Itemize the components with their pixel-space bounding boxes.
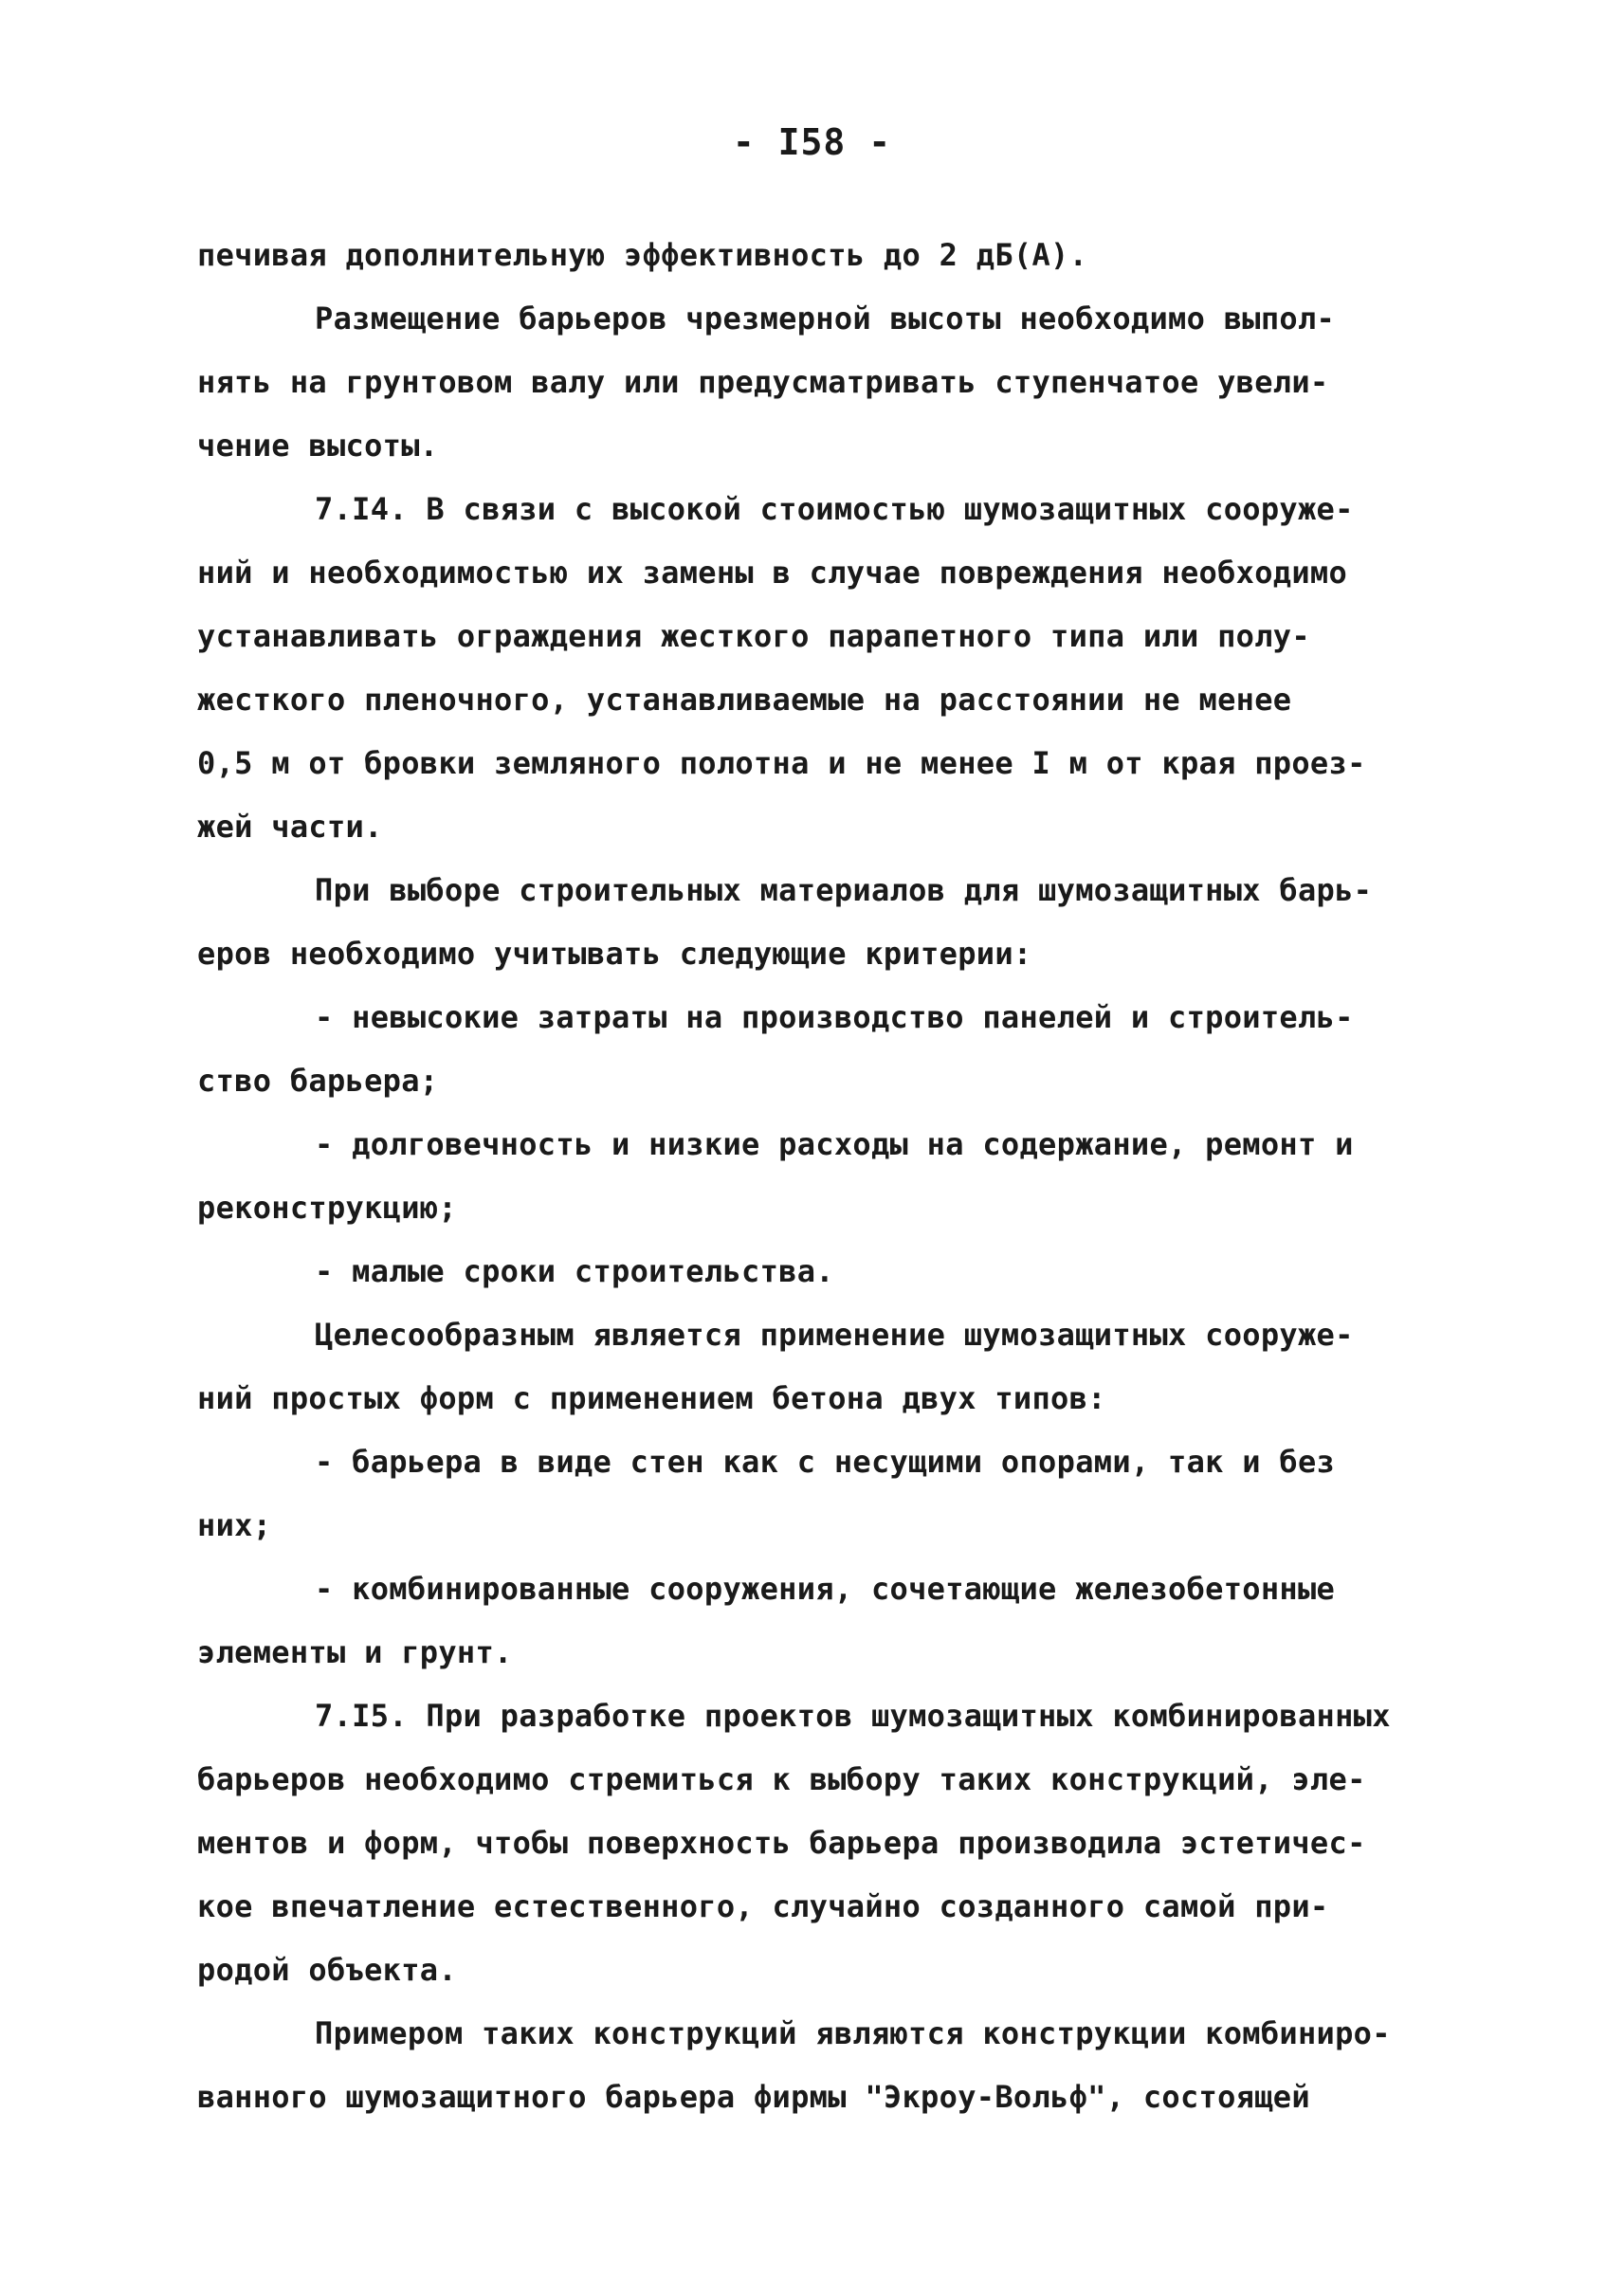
text-line: Примером таких конструкций являются конструкции комбиниро- bbox=[315, 2015, 1391, 2051]
text-line: чение высоты. bbox=[197, 428, 439, 464]
text-line: - комбинированные сооружения, сочетающие железобетонные bbox=[315, 1571, 1336, 1607]
text-line: - барьера в виде стен как с несущими опорами, так и без bbox=[315, 1444, 1336, 1480]
text-line: жей части. bbox=[197, 809, 383, 845]
text-line: Размещение барьеров чрезмерной высоты необходимо выпол- bbox=[315, 301, 1336, 337]
text-line: печивая дополнительную эффективность до 2 дБ(А). bbox=[197, 237, 1088, 273]
page-number: - I58 - bbox=[732, 121, 892, 163]
text-line: кое впечатление естественного, случайно созданного самой при- bbox=[197, 1888, 1329, 1924]
text-line: нять на грунтовом валу или предусматривать ступенчатое увели- bbox=[197, 364, 1329, 400]
text-line: барьеров необходимо стремиться к выбору таких конструкций, эле- bbox=[197, 1761, 1366, 1797]
text-line: них; bbox=[197, 1507, 272, 1543]
text-line: ванного шумозащитного барьера фирмы "Экроу-Вольф", состоящей bbox=[197, 2079, 1310, 2115]
text-line: - долговечность и низкие расходы на содержание, ремонт и bbox=[315, 1126, 1354, 1162]
text-line: 7.I5. При разработке проектов шумозащитных комбинированных bbox=[315, 1698, 1391, 1734]
text-line: реконструкцию; bbox=[197, 1190, 457, 1226]
text-line: - малые сроки строительства. bbox=[315, 1253, 834, 1289]
text-line: устанавливать ограждения жесткого парапетного типа или полу- bbox=[197, 618, 1310, 654]
text-line: 7.I4. В связи с высокой стоимостью шумозащитных сооруже- bbox=[315, 491, 1354, 527]
text-line: жесткого пленочного, устанавливаемые на расстоянии не менее bbox=[197, 682, 1292, 718]
text-line: ний и необходимостью их замены в случае повреждения необходимо bbox=[197, 555, 1348, 591]
body-text bbox=[197, 224, 1449, 2129]
text-line: ментов и форм, чтобы поверхность барьера производила эстетичес- bbox=[197, 1825, 1366, 1861]
text-line: ний простых форм с применением бетона двух типов: bbox=[197, 1380, 1106, 1416]
text-line: - невысокие затраты на производство панелей и строитель- bbox=[315, 999, 1354, 1035]
text-line: 0,5 м от бровки земляного полотна и не менее I м от края проез- bbox=[197, 745, 1366, 781]
text-line: элементы и грунт. bbox=[197, 1634, 513, 1670]
text-line: родой объекта. bbox=[197, 1952, 457, 1988]
text-line: Целесообразным является применение шумозащитных сооруже- bbox=[315, 1317, 1354, 1353]
text-line: ство барьера; bbox=[197, 1063, 439, 1099]
text-line: еров необходимо учитывать следующие критерии: bbox=[197, 936, 1032, 972]
text-line: При выборе строительных материалов для шумозащитных барь- bbox=[315, 872, 1373, 908]
